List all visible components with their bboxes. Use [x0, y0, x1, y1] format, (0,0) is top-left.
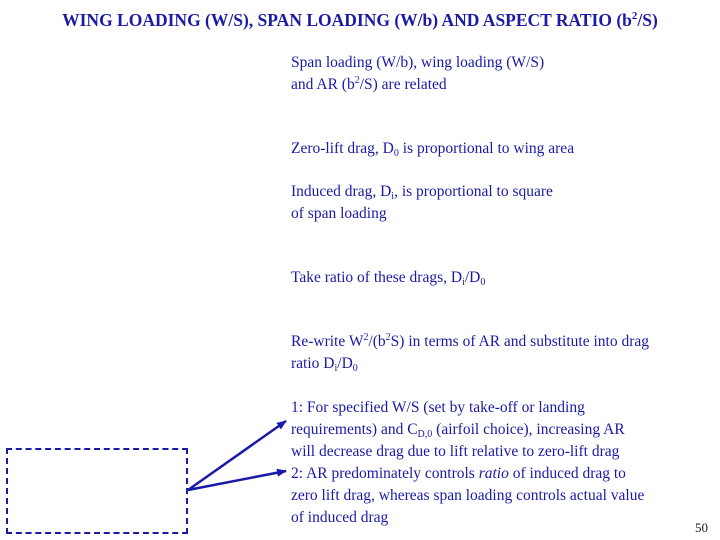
text-line: ratio $D_i/D_0$ — [291, 355, 358, 374]
page-number: 50 — [695, 520, 708, 535]
text-line: Take ratio of these drags, $D_i/D_0$ — [291, 269, 486, 288]
text-line: Re-write $W^2/(b^2S)$ in terms of AR and substitute into drag — [291, 332, 649, 350]
text-line: of span loading — [291, 205, 387, 222]
text-line: and AR $(b^2/S)$ are related — [291, 75, 447, 93]
text-line: zero lift drag, whereas span loading controls actual value — [291, 487, 645, 504]
text-line: requirements) and $C_{D,0}$ (airfoil choice), increasing AR — [291, 421, 625, 440]
text-line: of induced drag — [291, 509, 389, 526]
text-line: Span loading (W/b), wing loading (W/S) — [291, 54, 545, 71]
text-line: 1: For specified W/S (set by take-off or landing — [291, 399, 585, 416]
text-line: Induced drag, $D_i$, is proportional to square — [291, 183, 553, 202]
slide-title: WING LOADING (W/S), SPAN LOADING (W/b) AND ASPECT RATIO $(b^2/S)$ — [62, 10, 658, 30]
text-line: Zero-lift drag, $D_0$ is proportional to wing area — [291, 140, 575, 159]
text-line: will decrease drag due to lift relative to zero-lift drag — [291, 443, 620, 460]
text-line: 2: AR predominately controls ratio of induced drag to — [291, 465, 626, 482]
